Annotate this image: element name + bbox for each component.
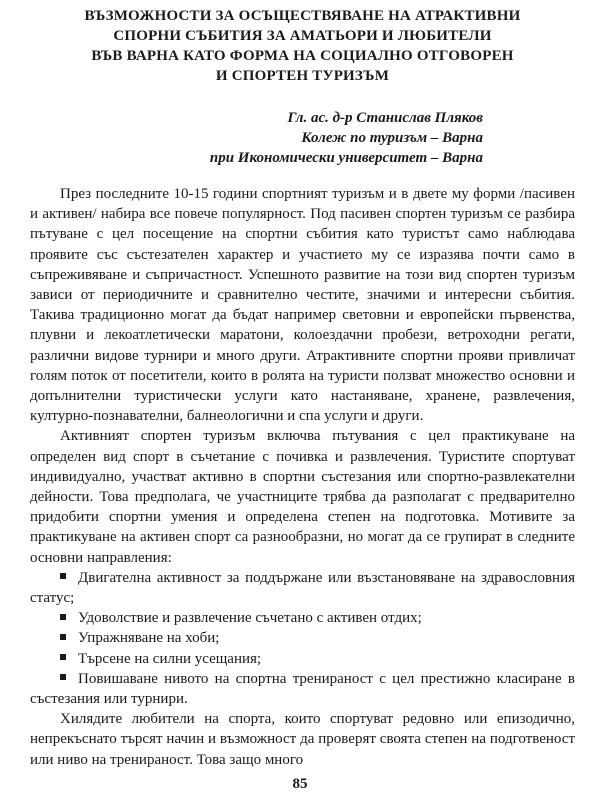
square-bullet-icon [60,614,66,620]
title-line: ВЪВ ВАРНА КАТО ФОРМА НА СОЦИАЛНО ОТГОВОРЕН [91,48,514,64]
title-line: И СПОРТЕН ТУРИЗЪМ [215,68,390,84]
list-item-text: Упражняване на хоби; [78,630,220,647]
square-bullet-icon [60,634,66,640]
article-body [30,184,575,770]
page-number: 85 [292,776,308,792]
title-line: ВЪЗМОЖНОСТИ ЗА ОСЪЩЕСТВЯВАНЕ НА АТРАКТИВНИ [84,8,521,24]
square-bullet-icon [60,654,66,660]
list-item-text: Двигателна активност за поддържане или възстановяване на здравословния статус; [30,569,575,607]
body-paragraph: Активният спортен туризъм включва пътувания с цел практикуване на определен вид спорт в съчетание с почивка и развлечения. Туристите спортуват индивидуално, участват активно в спортни състезания или спортно-развлекателни дейности. Това предполага, че участниците трябва да разполагат с предварително придобити спортни умения и определена степен на подготовка. Мотивите за практикуване на активен спорт са разнообразни, но могат да се групират в следните основни направления: [30,428,575,566]
author-affiliation: при Икономически университет – Варна [209,150,483,166]
author-name: Гл. ас. д-р Станислав Пляков [287,110,483,126]
list-item [30,669,575,709]
author-affiliation: Колеж по туризъм – Варна [301,130,483,146]
list-item-text: Търсене на силни усещания; [78,650,262,667]
list-item [30,608,575,628]
list-item-text: Удоволствие и развлечение съчетано с активен отдих; [78,610,422,627]
paper-page [30,6,575,770]
square-bullet-icon [60,573,66,579]
motives-list [30,568,575,709]
article-title [30,6,575,86]
body-paragraph: Хилядите любители на спорта, които спортуват редовно или епизодично, непрекъснато търсят начин и възможност да проверят своята степен на подготвеност или ниво на тренираност. Това защо много [30,711,575,768]
body-paragraph: През последните 10-15 години спортният туризъм и в двете му форми /пасивен и активен/ набира все повече популярност. Под пасивен спортен туризъм се разбира пътуване с цел посещение на спортни събития като туристът само наблюдава проявите със състезателен характер и участието му се изразява почти само в съпреживяване и съпричастност. Успешното развитие на този вид спортен туризъм зависи от периодичните и сравнително честите, значими и интересни събития. Такива традиционно могат да бъдат например световни и европейски първенства, плувни и лекоатлетически маратони, колоездачни пробези, ветроходни регати, различни видове турнири и много други. Атрактивните спортни прояви привличат голям поток от посетители, които в ролята на туристи ползват множество основни и допълнителни туристически услуги като настаняване, хранене, развлечения, културно-познавателни, балнеологични и спа услуги и други. [30,186,575,425]
square-bullet-icon [60,674,66,680]
list-item-text: Повишаване нивото на спортна тренираност с цел престижно класиране в състезания или турнири. [30,670,575,708]
list-item [30,649,575,669]
list-item [30,628,575,648]
author-block [30,108,575,168]
list-item [30,568,575,608]
title-line: СПОРНИ СЪБИТИЯ ЗА АМАТЬОРИ И ЛЮБИТЕЛИ [113,28,492,44]
